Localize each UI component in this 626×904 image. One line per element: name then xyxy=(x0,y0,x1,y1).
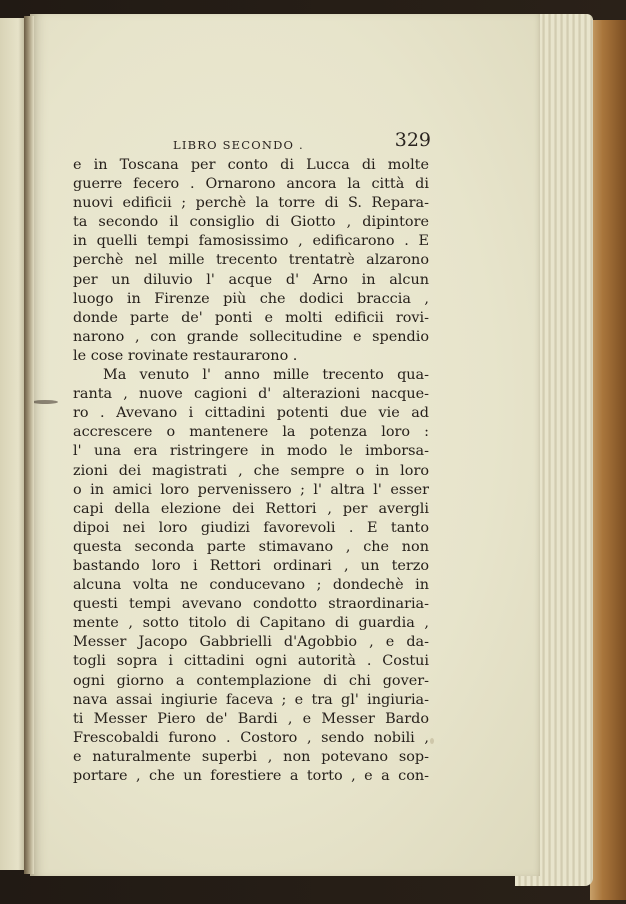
text-line: o in amici loro pervenissero ; l' altra l' esser xyxy=(73,481,429,498)
text-line: capi della elezione dei Rettori , per avergli xyxy=(73,500,429,517)
text-line: Frescobaldi furono . Costoro , sendo nobili , xyxy=(73,729,429,746)
text-line: ranta , nuove cagioni d' alterazioni nacque- xyxy=(73,386,429,403)
text-line: narono , con grande sollecitudine e spendio xyxy=(73,328,429,345)
body-text xyxy=(73,156,429,786)
text-line: dipoi nei loro giudizi favorevoli . E tanto xyxy=(73,519,429,536)
paragraph xyxy=(73,366,429,786)
book-page xyxy=(30,14,540,876)
text-line: guerre fecero . Ornarono ancora la città di xyxy=(73,176,429,193)
text-line: mente , sotto titolo di Capitano di guardia , xyxy=(73,615,429,632)
text-line: portare , che un forestiere a torto , e a con- xyxy=(73,768,429,784)
text-line: e in Toscana per conto di Lucca di molte xyxy=(73,157,429,173)
paragraph xyxy=(73,156,429,366)
text-line: accrescere o mantenere la potenza loro : xyxy=(73,424,429,441)
text-line: alcuna volta ne conducevano ; dondechè in xyxy=(73,577,429,594)
page-number: 329 xyxy=(394,129,431,151)
text-line: e naturalmente superbi , non potevano sop- xyxy=(73,748,429,765)
text-line: per un diluvio l' acque d' Arno in alcun xyxy=(73,271,429,288)
text-line: le cose rovinate restaurarono . xyxy=(73,347,298,364)
text-line: perchè nel mille trecento trentatrè alzarono xyxy=(73,252,429,269)
book-cover-edge xyxy=(590,20,626,900)
page-stain xyxy=(32,400,58,404)
text-line: Ma venuto l' anno mille trecento qua- xyxy=(103,367,429,384)
text-line: ta secondo il consiglio di Giotto , dipintore xyxy=(73,214,429,231)
text-line: togli sopra i cittadini ogni autorità . Costui xyxy=(73,653,429,670)
text-line: l' una era ristringere in modo le imborsa- xyxy=(73,443,429,460)
book-gutter xyxy=(24,16,34,874)
text-line: zioni dei magistrati , che sempre o in loro xyxy=(73,462,429,479)
text-line: ogni giorno a contemplazione di chi gover- xyxy=(73,672,429,689)
page-header xyxy=(173,127,433,157)
text-line: questa seconda parte stimavano , che non xyxy=(73,538,429,555)
text-line: bastando loro i Rettori ordinari , un terzo xyxy=(73,557,429,574)
text-line: luogo in Firenze più che dodici braccia , xyxy=(73,290,429,307)
text-line: nuovi edificii ; perchè la torre di S. Repara- xyxy=(73,195,429,212)
text-line: ti Messer Piero de' Bardi , e Messer Bardo xyxy=(73,710,429,727)
facing-page-edge xyxy=(0,18,26,870)
text-line: Messer Jacopo Gabbrielli d'Agobbio , e da- xyxy=(73,634,429,651)
text-line: questi tempi avevano condotto straordinaria- xyxy=(73,596,429,613)
running-head: LIBRO SECONDO . xyxy=(173,138,304,152)
text-line: in quelli tempi famosissimo , edificarono . E xyxy=(73,233,429,250)
text-line: donde parte de' ponti e molti edificii rovi- xyxy=(73,309,429,326)
text-line: nava assai ingiurie faceva ; e tra gl' ingiuria- xyxy=(73,691,429,708)
page-stain xyxy=(430,738,434,744)
text-line: ro . Avevano i cittadini potenti due vie ad xyxy=(73,405,429,422)
